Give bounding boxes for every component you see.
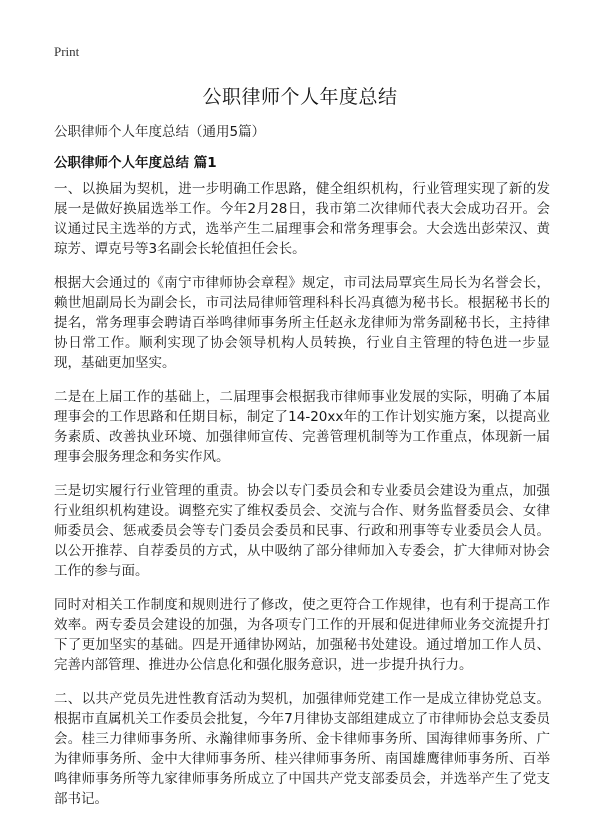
document-subtitle: 公职律师个人年度总结（通用5篇）: [54, 124, 266, 140]
paragraph-1: 一、以换届为契机，进一步明确工作思路，健全组织机构，行业管理实现了新的发展一是做好换届选举工作。今年2月28日，我市第二次律师代表大会成功召开。会议通过民主选举的方式，选举产生二届理事会和常务理事会。大会选出彭荣汉、黄琼芳、谭克号等3名副会长轮值担任会长。: [54, 181, 550, 257]
paragraph-3: 二是在上届工作的基础上，二届理事会根据我市律师事业发展的实际，明确了本届理事会的工作思路和任期目标，制定了14-20xx年的工作计划实施方案，以提高业务素质、改善执业环境、加强律师宣传、完善管理机制等为工作重点，体现新一届理事会服务理念和务实作风。: [54, 389, 550, 465]
paragraph-5: 同时对相关工作制度和规则进行了修改，使之更符合工作规律，也有利于提高工作效率。两专委员会建设的加强，为各项专门工作的开展和促进律师业务交流提升打下了更加坚实的基础。四是开通律协网站，加强秘书处建设。通过增加工作人员、完善内部管理、推进办公信息化和强化服务意识，进一步提升执行力。: [54, 597, 550, 673]
section-heading: 公职律师个人年度总结 篇1: [54, 155, 217, 171]
paragraph-4: 三是切实履行行业管理的重责。协会以专门委员会和专业委员会建设为重点，加强行业组织机构建设。调整充实了维权委员会、交流与合作、财务监督委员会、女律师委员会、惩戒委员会等专门委员会委员和民事、行政和刑事等专业委员会人员。以公开推荐、自荐委员的方式，从中吸纳了部分律师加入专委会，扩大律师对协会工作的参与面。: [54, 483, 550, 579]
paragraph-2: 根据大会通过的《南宁市律师协会章程》规定，市司法局覃宾生局长为名誉会长，赖世旭副局长为副会长，市司法局律师管理科科长冯真德为秘书长。根据秘书长的提名，常务理事会聘请百举鸣律师事务所主任赵永龙律师为常务副秘书长，主持律协日常工作。顺利实现了协会领导机构人员转换，行业自主管理的特色进一步显现，基础更加坚实。: [54, 275, 550, 371]
print-label[interactable]: Print: [54, 44, 80, 59]
paragraph-6: 二、以共产党员先进性教育活动为契机，加强律师党建工作一是成立律协党总支。根据市直属机关工作委员会批复，今年7月律协支部组建成立了市律师协会总支委员会。桂三力律师事务所、永瀚律师事务所、金卡律师事务所、国海律师事务所、广为律师事务所、金中大律师事务所、桂兴律师事务所、南国雄鹰律师事务所、百举鸣律师事务所等九家律师事务所成立了中国共产党支部委员会，并选举产生了党支部书记。: [54, 691, 550, 807]
document-body: [54, 179, 550, 823]
document-title: 公职律师个人年度总结: [202, 86, 398, 108]
